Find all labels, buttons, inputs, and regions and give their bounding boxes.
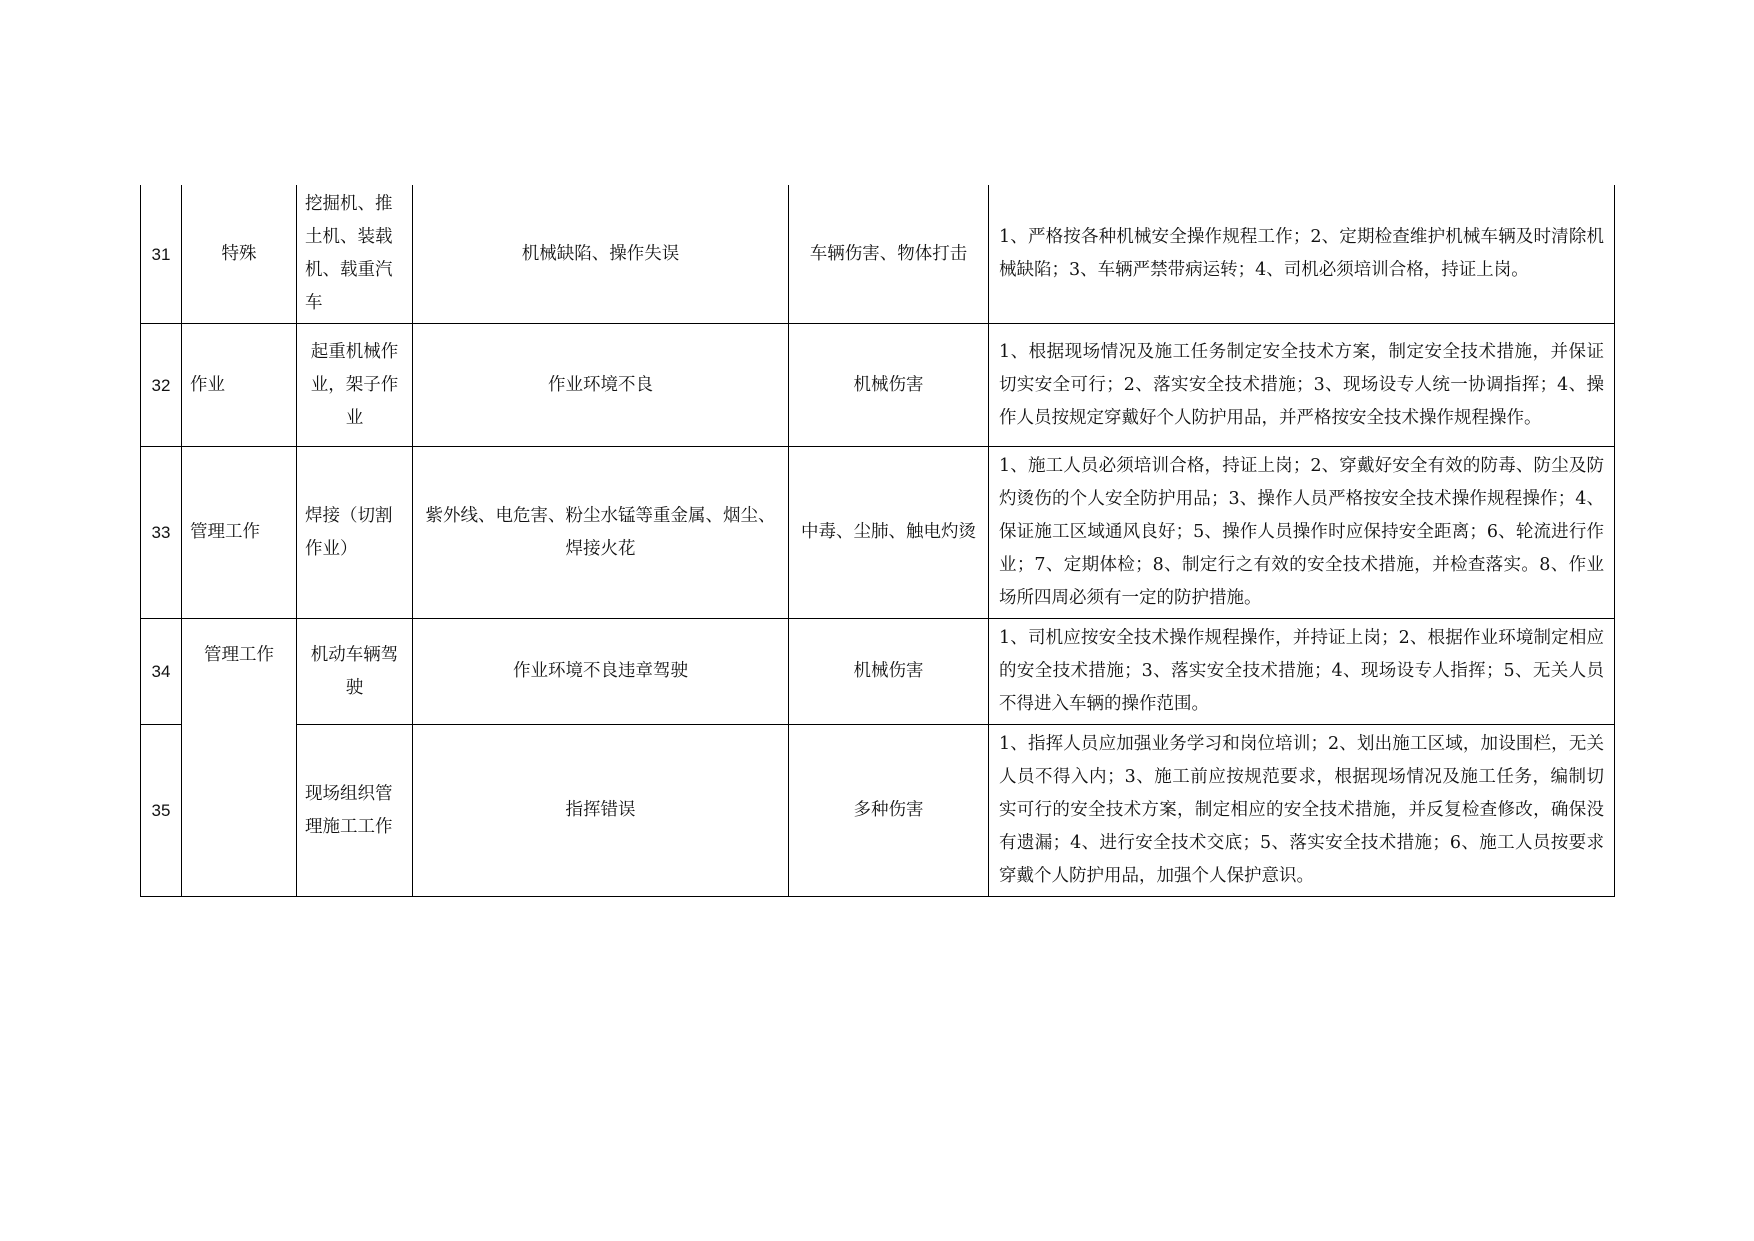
- category-cell: 管理工作: [182, 447, 297, 619]
- hazard-factor-cell: 机械缺陷、操作失误: [413, 185, 789, 324]
- control-measures-cell: 1、根据现场情况及施工任务制定安全技术方案，制定安全技术措施，并保证切实安全可行；2、落实安全技术措施；3、现场设专人统一协调指挥；4、操作人员按规定穿戴好个人防护用品，并严格按安全技术操作规程操作。: [989, 324, 1615, 447]
- row-number: 31: [141, 185, 182, 324]
- row-number: 32: [141, 324, 182, 447]
- operation-cell: 焊接（切割作业）: [297, 447, 413, 619]
- table-row: [141, 619, 1615, 725]
- accident-type-cell: 机械伤害: [789, 619, 989, 725]
- table-row: [141, 447, 1615, 619]
- accident-type-cell: 车辆伤害、物体打击: [789, 185, 989, 324]
- accident-type-cell: 多种伤害: [789, 725, 989, 897]
- hazard-factor-cell: 作业环境不良违章驾驶: [413, 619, 789, 725]
- row-number: 33: [141, 447, 182, 619]
- hazard-factor-cell: 指挥错误: [413, 725, 789, 897]
- operation-cell: 机动车辆驾驶: [297, 619, 413, 725]
- hazard-factor-cell: 紫外线、电危害、粉尘水锰等重金属、烟尘、焊接火花: [413, 447, 789, 619]
- table-row: [141, 185, 1615, 324]
- control-measures-cell: 1、施工人员必须培训合格，持证上岗；2、穿戴好安全有效的防毒、防尘及防灼烫伤的个人安全防护用品；3、操作人员严格按安全技术操作规程操作；4、保证施工区域通风良好；5、操作人员操作时应保持安全距离；6、轮流进行作业；7、定期体检；8、制定行之有效的安全技术措施，并检查落实。8、作业场所四周必须有一定的防护措施。: [989, 447, 1615, 619]
- table-row: [141, 324, 1615, 447]
- control-measures-cell: 1、严格按各种机械安全操作规程工作；2、定期检查维护机械车辆及时清除机械缺陷；3、车辆严禁带病运转；4、司机必须培训合格，持证上岗。: [989, 185, 1615, 324]
- category-cell: 作业: [182, 324, 297, 447]
- row-number: 35: [141, 725, 182, 897]
- control-measures-cell: 1、司机应按安全技术操作规程操作，并持证上岗；2、根据作业环境制定相应的安全技术措施；3、落实安全技术措施；4、现场设专人指挥；5、无关人员不得进入车辆的操作范围。: [989, 619, 1615, 725]
- table-row: [141, 725, 1615, 897]
- hazard-table: [140, 185, 1615, 897]
- operation-cell: 起重机械作业，架子作业: [297, 324, 413, 447]
- hazard-factor-cell: 作业环境不良: [413, 324, 789, 447]
- row-number: 34: [141, 619, 182, 725]
- category-cell: 特殊: [182, 185, 297, 324]
- operation-cell: 挖掘机、推土机、装载机、载重汽车: [297, 185, 413, 324]
- control-measures-cell: 1、指挥人员应加强业务学习和岗位培训；2、划出施工区域，加设围栏，无关人员不得入内；3、施工前应按规范要求，根据现场情况及施工任务，编制切实可行的安全技术方案，制定相应的安全技术措施，并反复检查修改，确保没有遗漏；4、进行安全技术交底；5、落实安全技术措施；6、施工人员按要求穿戴个人防护用品，加强个人保护意识。: [989, 725, 1615, 897]
- accident-type-cell: 机械伤害: [789, 324, 989, 447]
- accident-type-cell: 中毒、尘肺、触电灼烫: [789, 447, 989, 619]
- operation-cell: 现场组织管理施工工作: [297, 725, 413, 897]
- category-cell: 管理工作: [182, 619, 297, 897]
